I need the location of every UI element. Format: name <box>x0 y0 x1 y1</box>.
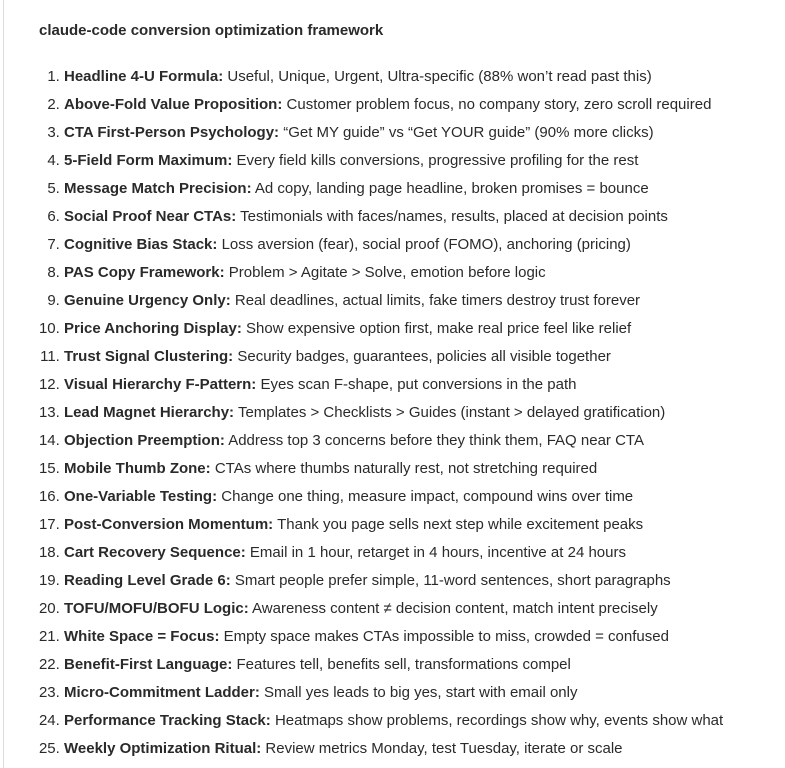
list-item <box>64 259 775 287</box>
item-text: Heatmaps show problems, recordings show why, events show what <box>274 712 724 729</box>
item-label: Above-Fold Value Proposition: <box>64 96 283 113</box>
list-item <box>64 455 775 483</box>
item-text: Testimonials with faces/names, results, placed at decision points <box>240 208 668 225</box>
item-text: Empty space makes CTAs impossible to miss, crowded = confused <box>223 628 669 645</box>
item-text: Change one thing, measure impact, compound wins over time <box>221 488 634 505</box>
list-item <box>64 231 775 259</box>
item-text: Awareness content ≠ decision content, match intent precisely <box>252 600 658 617</box>
item-text: Customer problem focus, no company story, zero scroll required <box>286 96 712 113</box>
item-label: Weekly Optimization Ritual: <box>64 740 262 757</box>
list-item <box>64 371 775 399</box>
item-text: “Get MY guide” vs “Get YOUR guide” (90% more clicks) <box>283 124 654 141</box>
item-text: Loss aversion (fear), social proof (FOMO), anchoring (pricing) <box>221 236 631 253</box>
list-item <box>64 315 775 343</box>
item-text: Features tell, benefits sell, transformations compel <box>236 656 571 673</box>
item-text: Thank you page sells next step while excitement peaks <box>277 516 644 533</box>
left-panel-divider <box>3 0 4 768</box>
item-label: Trust Signal Clustering: <box>64 348 234 365</box>
list-item <box>64 651 775 679</box>
item-text: Smart people prefer simple, 11-word sentences, short paragraphs <box>234 572 671 589</box>
item-text: Every field kills conversions, progressive profiling for the rest <box>236 152 639 169</box>
item-label: One-Variable Testing: <box>64 488 218 505</box>
item-label: Social Proof Near CTAs: <box>64 208 237 225</box>
list-item <box>64 287 775 315</box>
item-label: Benefit-First Language: <box>64 656 233 673</box>
list-item <box>64 203 775 231</box>
item-text: Email in 1 hour, retarget in 4 hours, incentive at 24 hours <box>249 544 626 561</box>
item-text: Small yes leads to big yes, start with email only <box>264 684 578 701</box>
item-text: Security badges, guarantees, policies all visible together <box>237 348 611 365</box>
item-label: 5-Field Form Maximum: <box>64 152 233 169</box>
list-item <box>64 623 775 651</box>
item-label: TOFU/MOFU/BOFU Logic: <box>64 600 249 617</box>
list-item <box>64 399 775 427</box>
list-item <box>64 147 775 175</box>
item-label: PAS Copy Framework: <box>64 264 225 281</box>
item-label: Genuine Urgency Only: <box>64 292 231 309</box>
item-label: Mobile Thumb Zone: <box>64 460 211 477</box>
item-text: Problem > Agitate > Solve, emotion before logic <box>228 264 546 281</box>
framework-list <box>39 63 775 763</box>
list-item <box>64 427 775 455</box>
list-item <box>64 63 775 91</box>
item-text: Review metrics Monday, test Tuesday, iterate or scale <box>265 740 623 757</box>
list-item <box>64 735 775 763</box>
item-label: Micro-Commitment Ladder: <box>64 684 260 701</box>
list-item <box>64 343 775 371</box>
item-label: CTA First-Person Psychology: <box>64 124 280 141</box>
list-item <box>64 119 775 147</box>
item-label: Cognitive Bias Stack: <box>64 236 218 253</box>
item-label: Visual Hierarchy F-Pattern: <box>64 376 257 393</box>
page-title: claude-code conversion optimization framework <box>39 22 384 39</box>
item-label: Price Anchoring Display: <box>64 320 242 337</box>
list-item <box>64 539 775 567</box>
list-item <box>64 679 775 707</box>
list-item <box>64 175 775 203</box>
list-item <box>64 707 775 735</box>
item-text: Templates > Checklists > Guides (instant > delayed gratification) <box>237 404 666 421</box>
item-label: Reading Level Grade 6: <box>64 572 231 589</box>
item-text: Real deadlines, actual limits, fake timers destroy trust forever <box>234 292 641 309</box>
item-text: Ad copy, landing page headline, broken promises = bounce <box>254 180 649 197</box>
item-text: Address top 3 concerns before they think them, FAQ near CTA <box>228 432 644 449</box>
item-text: CTAs where thumbs naturally rest, not stretching required <box>214 460 598 477</box>
item-label: White Space = Focus: <box>64 628 220 645</box>
item-text: Show expensive option first, make real price feel like relief <box>246 320 632 337</box>
item-label: Headline 4-U Formula: <box>64 68 224 85</box>
item-label: Lead Magnet Hierarchy: <box>64 404 235 421</box>
item-label: Performance Tracking Stack: <box>64 712 271 729</box>
list-item <box>64 91 775 119</box>
list-item <box>64 511 775 539</box>
list-item <box>64 483 775 511</box>
item-label: Objection Preemption: <box>64 432 225 449</box>
list-item <box>64 595 775 623</box>
item-label: Cart Recovery Sequence: <box>64 544 246 561</box>
list-item <box>64 567 775 595</box>
item-label: Message Match Precision: <box>64 180 252 197</box>
item-text: Useful, Unique, Urgent, Ultra-specific (88% won’t read past this) <box>227 68 652 85</box>
item-label: Post-Conversion Momentum: <box>64 516 274 533</box>
item-text: Eyes scan F-shape, put conversions in the path <box>260 376 577 393</box>
